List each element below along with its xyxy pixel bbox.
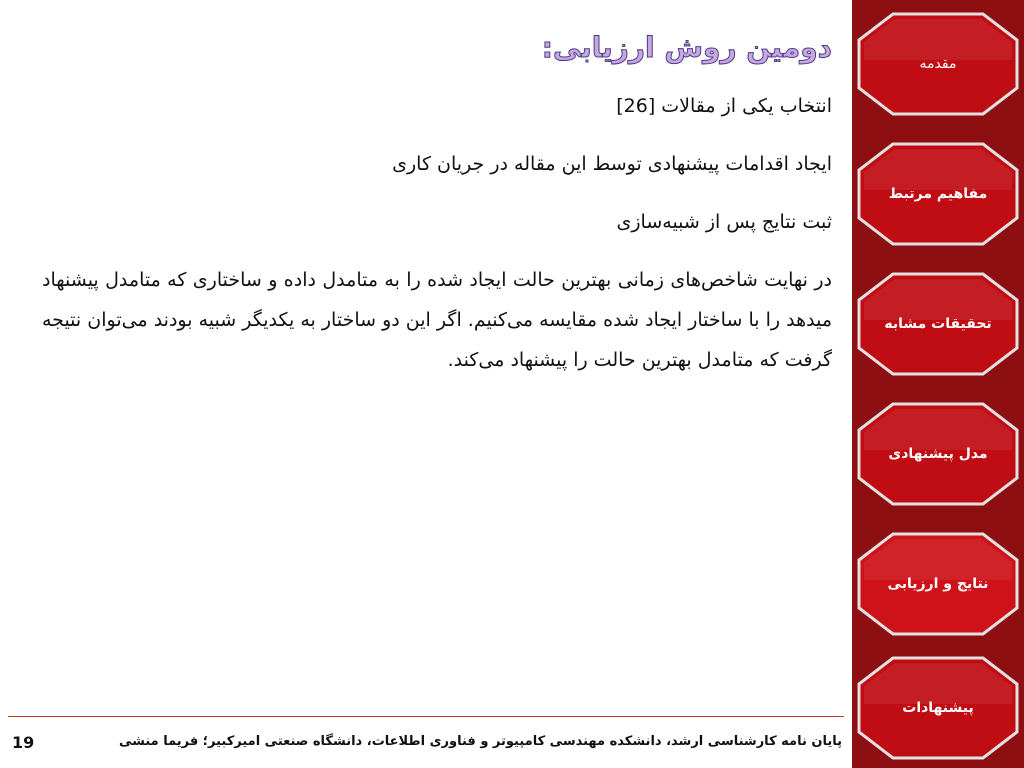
page-number: 19 [12,733,35,752]
content-item-select-article: انتخاب یکی از مقالات [26] [616,95,832,117]
content-paragraph-conclusion: در نهایت شاخص‌های زمانی بهترین حالت ایجاد شده را به متامدل داده و ساختاری که متامدل پیشنهاد میدهد را با ساختار ایجاد شده مقایسه می‌کنیم. اگر این دو ساختار به یکدیگر شبیه بودند می‌توان نتیجه گرفت که متامدل بهترین حالت را پیشنهاد می‌کند. [42,269,832,371]
sidebar-item-proposed-model[interactable] [855,400,1021,508]
sidebar-item-similar-research[interactable] [855,270,1021,378]
sidebar-item-label: نتایج و ارزیابی [887,576,989,592]
sidebar-item-label: تحقیقات مشابه [884,316,992,332]
sidebar-navigation [852,0,1024,768]
sidebar-item-label: مقدمه [919,56,957,72]
sidebar-item-results-evaluation[interactable] [855,530,1021,638]
footer-divider [8,716,844,717]
content-item-apply-actions: ایجاد اقدامات پیشنهادی توسط این مقاله در جریان کاری [392,153,832,175]
footer-text: پایان نامه کارشناسی ارشد، دانشکده مهندسی کامپیوتر و فناوری اطلاعات، دانشگاه صنعتی امیرکبیر؛ فریما منشی [118,734,842,749]
sidebar-item-label: مدل پیشنهادی [888,446,988,462]
slide-title: دومین روش ارزیابی: [541,31,832,64]
sidebar-item-label: پیشنهادات [902,700,974,716]
sidebar-item-related-concepts[interactable] [855,140,1021,248]
content-item-record-results: ثبت نتایج پس از شبیه‌سازی [616,211,832,233]
sidebar-item-suggestions[interactable] [855,654,1021,762]
sidebar-item-introduction[interactable] [855,10,1021,118]
slide-content [42,86,832,398]
sidebar-item-label: مفاهیم مرتبط [888,186,988,202]
